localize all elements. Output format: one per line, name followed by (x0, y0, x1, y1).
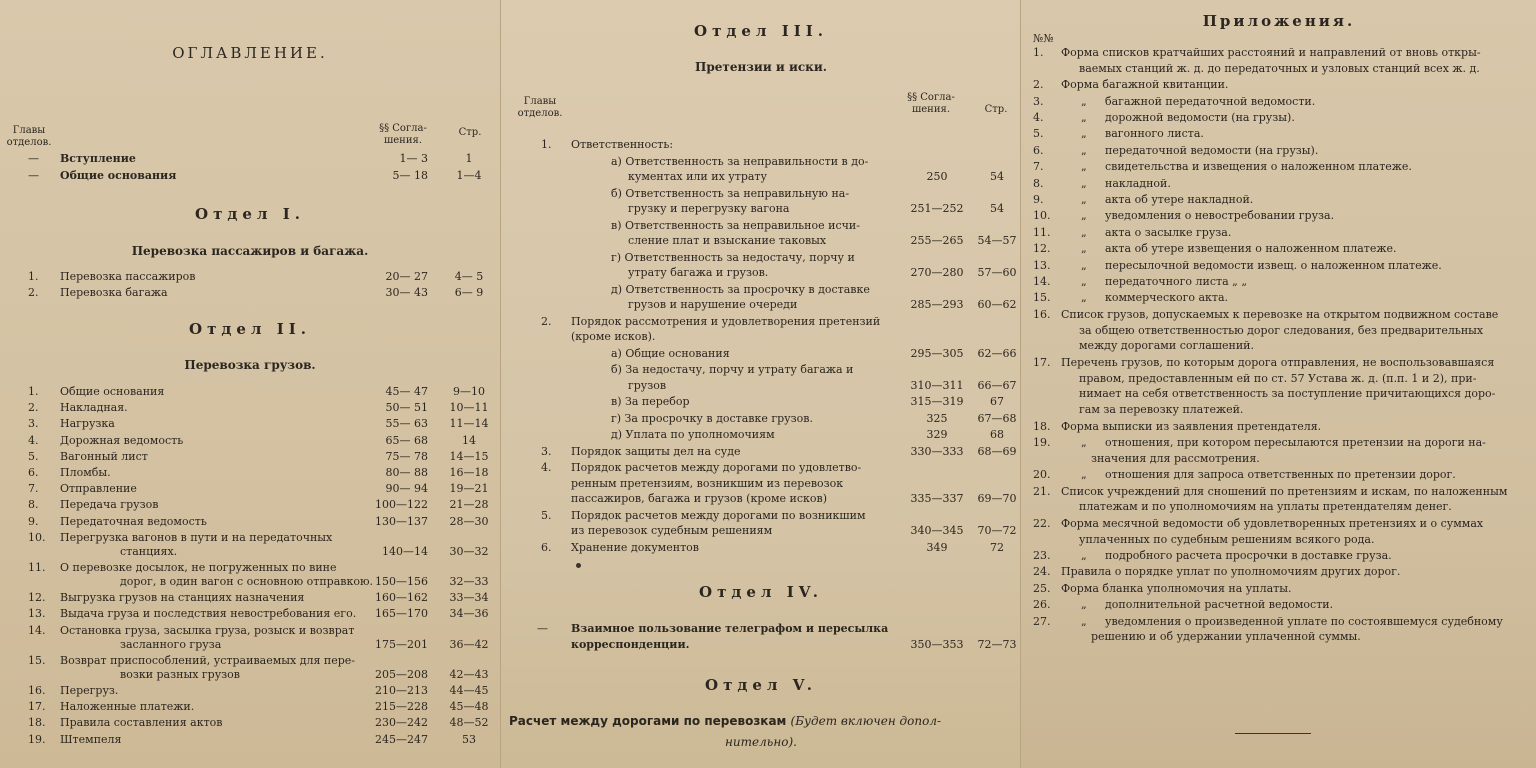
section-2-subheading: Перевозка грузов. (184, 358, 316, 372)
entry-paragraphs: 310—311 (910, 378, 964, 392)
entry-paragraphs: 30— 43 (385, 286, 428, 299)
entry-title: Перевозка пассажиров (60, 270, 196, 283)
appendix-title: подробного расчета просрочки в доставке груза. (1105, 549, 1392, 562)
entry-pages: 72—73 (977, 638, 1017, 651)
header-chapters: Главы отделов. (6, 125, 52, 148)
ditto-mark: „ (1081, 468, 1087, 482)
entry-paragraphs: 75— 78 (385, 449, 428, 463)
entry-title: Накладная. (60, 401, 128, 415)
entry-number: 2. (541, 314, 552, 328)
page-contents-middle (500, 0, 1020, 768)
entry-pages: 66—67 (977, 378, 1017, 392)
entry-title-cont: корреспонденции. (571, 638, 690, 651)
appendix-title: вагонного листа. (1105, 127, 1204, 141)
entry-number: 5. (541, 508, 552, 522)
appendix-title-cont: правом, предоставленным ей по ст. 57 Устава ж. д. (п.п. 1 и 2), при- (1079, 371, 1477, 385)
entry-number: — (28, 169, 39, 182)
entry-title-cont: грузку и перегрузку вагона (628, 202, 790, 215)
entry-title: Наложенные платежи. (60, 700, 195, 714)
entry-title: Порядок рассмотрения и удовлетворения претензий (571, 314, 881, 328)
appendix-title: багажной передаточной ведомости. (1105, 94, 1316, 108)
appendix-title-cont: ваемых станций ж. д. до передаточных и узловых станций всех ж. д. (1079, 61, 1480, 75)
appendix-title: уведомления о произведенной уплате по состоявшемуся судебному (1105, 614, 1503, 628)
entry-pages: 53 (462, 732, 476, 746)
entry-pages: 32—33 (449, 575, 489, 588)
entry-number: 1. (28, 270, 39, 283)
entry-title-cont: кументах или их утрату (628, 170, 767, 183)
appendix-number: 23. (1033, 549, 1051, 562)
appendix-title: акта о засылке груза. (1105, 225, 1232, 239)
entry-pages: 6— 9 (454, 286, 484, 299)
entry-title: Выгрузка грузов на станциях назначения (60, 591, 305, 605)
entry-paragraphs: 5— 18 (392, 169, 428, 182)
entry-number: 5. (28, 449, 39, 463)
entry-title-cont: из перевозок судебным решениям (571, 524, 773, 537)
entry-number: 13. (28, 607, 46, 621)
ditto-mark: „ (1081, 209, 1087, 223)
section-5-title: Расчет между дорогами по перевозкам (509, 714, 787, 728)
entry-paragraphs: 210—213 (375, 684, 428, 697)
entry-pages: 70—72 (977, 524, 1017, 537)
appendix-title: Список грузов, допускаемых к перевозке на открытом подвижном составе (1061, 307, 1499, 321)
entry-title: Вступление (60, 152, 136, 165)
entry-title: Ответственность: (571, 138, 674, 151)
entry-number: 12. (28, 591, 46, 605)
appendix-title: акта об утере извещения о наложенном платеже. (1105, 242, 1397, 256)
appendix-number: 22. (1033, 516, 1051, 530)
appendices-heading: Приложения. (1202, 12, 1356, 30)
entry-title: Перегрузка вагонов в пути и на передаточных (60, 530, 333, 544)
entry-pages: 1 (465, 152, 473, 165)
appendix-number: 14. (1033, 275, 1051, 288)
header-chapters: Главы отделов. (517, 96, 563, 119)
entry-title: О перевозке досылок, не погруженных по вине (60, 561, 337, 574)
entry-number: — (537, 622, 548, 635)
appendix-title-cont: гам за перевозку платежей. (1079, 403, 1244, 417)
ink-dot (576, 563, 581, 568)
entry-pages: 67 (990, 395, 1004, 408)
entry-number: 4. (541, 461, 552, 474)
ditto-mark: „ (1081, 127, 1087, 141)
appendix-title-cont: решению и об удержании уплаченной суммы. (1091, 630, 1361, 644)
appendix-number: 12. (1033, 242, 1051, 256)
entry-paragraphs: 251—252 (910, 202, 964, 215)
entry-number: 15. (28, 653, 46, 667)
entry-title: Взаимное пользование телеграфом и пересылка (571, 622, 889, 635)
entry-title: д) Ответственность за просрочку в доставке (611, 282, 870, 296)
entry-paragraphs: 315—319 (910, 395, 964, 408)
appendix-title: передаточной ведомости (на грузы). (1105, 143, 1319, 157)
section-3-subheading: Претензии и иски. (695, 60, 827, 74)
appendix-number: 8. (1033, 176, 1044, 190)
page-appendices (1020, 0, 1536, 768)
entry-title: Общие основания (60, 385, 165, 398)
entry-title: в) За перебор (611, 395, 690, 408)
entry-title: Пломбы. (60, 466, 111, 479)
appendix-title: Список учреждений для сношений по претензиям и искам, по наложенным (1061, 484, 1508, 498)
entry-title-cont: станциях. (120, 544, 178, 558)
entry-paragraphs: 90— 94 (385, 482, 428, 496)
ditto-mark: „ (1081, 614, 1087, 628)
entry-paragraphs: 175—201 (375, 637, 428, 651)
entry-paragraphs: 340—345 (910, 524, 964, 537)
appendix-number: 1. (1033, 46, 1044, 59)
appendix-title-cont: нимает на себя ответственность за поступление причитающихся доро- (1079, 387, 1496, 401)
ditto-mark: „ (1081, 275, 1087, 288)
entry-paragraphs: 160—162 (375, 591, 428, 605)
entry-pages: 9—10 (453, 385, 485, 398)
entry-title-cont: дорог, в один вагон с основною отправкою. (120, 575, 374, 588)
end-rule (1235, 733, 1311, 734)
entry-pages: 1—4 (456, 169, 482, 182)
entry-pages: 34—36 (449, 607, 489, 621)
entry-number: 18. (28, 716, 46, 730)
entry-title: Порядок расчетов между дорогами по возникшим (571, 508, 866, 522)
entry-title-cont: грузов (628, 378, 667, 392)
entry-title: Перегруз. (60, 684, 119, 697)
section-2-heading: Отдел II. (189, 320, 311, 338)
appendix-number: 4. (1033, 111, 1044, 124)
entry-title: Хранение документов (571, 540, 699, 554)
appendix-title: уведомления о невостребовании груза. (1105, 209, 1335, 223)
entry-number: 11. (28, 561, 46, 574)
entry-title-cont: утрату багажа и грузов. (628, 266, 769, 279)
appendix-title: Форма месячной ведомости об удовлетворенных претензиях и о суммах (1061, 516, 1484, 530)
entry-paragraphs: 165—170 (375, 607, 428, 621)
entry-pages: 45—48 (449, 700, 489, 714)
header-pages: Стр. (984, 104, 1008, 115)
appendix-title: отношения, при котором пересылаются претензии на дороги на- (1105, 436, 1486, 449)
entry-title: Штемпеля (60, 732, 122, 746)
section-5-heading: Отдел V. (705, 676, 817, 694)
entry-title: Вагонный лист (60, 449, 148, 463)
entry-pages: 62—66 (977, 346, 1017, 360)
appendix-number: 6. (1033, 143, 1044, 157)
entry-paragraphs: 55— 63 (385, 417, 428, 431)
entry-title-cont: сление плат и взыскание таковых (628, 234, 827, 247)
entry-paragraphs: 350—353 (910, 638, 964, 651)
entry-pages: 30—32 (449, 544, 489, 558)
appendix-number: 27. (1033, 614, 1051, 628)
entry-paragraphs: 329 (926, 428, 948, 441)
appendix-number: 18. (1033, 419, 1051, 433)
entry-pages: 54 (990, 170, 1004, 183)
ditto-mark: „ (1081, 242, 1087, 256)
entry-title: Отправление (60, 482, 137, 496)
entry-number: 7. (28, 482, 39, 496)
appendix-title: передаточного листа „ „ (1105, 275, 1248, 288)
appendix-number: 25. (1033, 581, 1051, 595)
entry-pages: 69—70 (977, 492, 1017, 505)
appendix-title: Форма списков кратчайших расстояний и направлений от вновь откры- (1061, 46, 1481, 59)
appendix-number: 24. (1033, 565, 1051, 579)
entry-title: Правила составления актов (60, 716, 223, 730)
entry-pages: 16—18 (449, 466, 489, 479)
entry-pages: 19—21 (449, 482, 489, 496)
section-3-heading: Отдел III. (694, 22, 828, 40)
entry-title-cont: засланного груза (120, 637, 222, 651)
appendix-number: 21. (1033, 484, 1051, 498)
entry-number: 2. (28, 286, 39, 299)
entry-paragraphs: 1— 3 (399, 152, 428, 165)
entry-title: Возврат приспособлений, устраиваемых для пере- (60, 653, 356, 667)
entry-pages: 21—28 (449, 498, 489, 512)
entry-paragraphs: 270—280 (910, 266, 964, 279)
entry-number: 17. (28, 700, 46, 714)
appendix-number: 26. (1033, 598, 1051, 612)
appendix-title: коммерческого акта. (1105, 291, 1229, 305)
appendix-number: 16. (1033, 307, 1051, 321)
entry-number: 4. (28, 433, 39, 447)
entry-paragraphs: 205—208 (375, 667, 428, 681)
entry-number: 6. (541, 540, 552, 554)
entry-number: 3. (28, 417, 39, 431)
entry-paragraphs: 215—228 (375, 700, 428, 714)
entry-pages: 57—60 (977, 266, 1017, 279)
entry-number: 3. (541, 444, 552, 458)
entry-pages: 14—15 (449, 449, 489, 463)
entry-paragraphs: 245—247 (375, 732, 428, 746)
entry-title: б) За недостачу, порчу и утрату багажа и (611, 363, 854, 376)
entry-paragraphs: 285—293 (910, 298, 964, 311)
entry-pages: 72 (990, 540, 1004, 554)
appendix-title-cont: между дорогами соглашений. (1079, 339, 1255, 353)
appendix-number: 3. (1033, 94, 1044, 108)
appendix-number: 5. (1033, 127, 1044, 141)
entry-pages: 4— 5 (454, 270, 484, 283)
number-header: №№ (1033, 32, 1054, 45)
ditto-mark: „ (1081, 258, 1087, 272)
entry-title: Выдача груза и последствия невостребования его. (60, 607, 357, 621)
entry-paragraphs: 295—305 (910, 346, 964, 360)
appendix-number: 10. (1033, 209, 1051, 223)
entry-paragraphs: 335—337 (910, 492, 964, 505)
entry-pages: 68 (990, 428, 1004, 441)
entry-number: 1. (28, 385, 39, 398)
ditto-mark: „ (1081, 143, 1087, 157)
appendix-title-cont: платежам и по уполномочиям на уплаты претендателям денег. (1079, 500, 1452, 514)
entry-title: Дорожная ведомость (60, 433, 184, 447)
entry-number: 14. (28, 623, 46, 637)
entry-number: 1. (541, 138, 552, 151)
entry-pages: 44—45 (449, 684, 489, 697)
appendix-number: 19. (1033, 436, 1051, 449)
entry-title-cont: ренным претензиям, возникшим из перевозок (571, 476, 844, 490)
entry-number: 8. (28, 498, 39, 512)
ditto-mark: „ (1081, 160, 1087, 174)
ditto-mark: „ (1081, 549, 1087, 562)
appendix-title: Форма бланка уполномочия на уплаты. (1061, 581, 1292, 595)
entry-pages: 28—30 (449, 514, 489, 528)
entry-title: б) Ответственность за неправильную на- (611, 186, 850, 200)
ditto-mark: „ (1081, 94, 1087, 108)
entry-title: в) Ответственность за неправильное исчи- (611, 218, 860, 232)
section-4-heading: Отдел IV. (699, 583, 823, 601)
appendix-title: Форма выписки из заявления претендателя. (1061, 419, 1322, 433)
entry-title-cont: (кроме исков). (571, 330, 656, 343)
ditto-mark: „ (1081, 111, 1087, 124)
page-title: ОГЛАВЛЕНИЕ. (172, 44, 328, 62)
section-5-note-cont: нительно). (725, 735, 797, 749)
appendix-title: накладной. (1105, 176, 1171, 190)
appendix-title-cont: уплаченных по судебным решениям всякого рода. (1079, 532, 1375, 546)
entry-pages: 10—11 (449, 401, 489, 415)
entry-title: а) Общие основания (611, 346, 730, 360)
entry-pages: 54—57 (977, 234, 1017, 247)
entry-number: 10. (28, 530, 46, 544)
entry-number: 6. (28, 466, 39, 479)
entry-pages: 11—14 (449, 417, 489, 431)
appendix-number: 9. (1033, 193, 1044, 206)
appendix-number: 20. (1033, 468, 1051, 482)
appendix-number: 17. (1033, 355, 1051, 369)
entry-paragraphs: 349 (926, 540, 948, 554)
entry-paragraphs: 150—156 (375, 575, 428, 588)
ditto-mark: „ (1081, 291, 1087, 305)
appendix-title: пересылочной ведомости извещ. о наложенном платеже. (1105, 258, 1442, 272)
ditto-mark: „ (1081, 598, 1087, 612)
page-contents-left (0, 0, 500, 768)
entry-title: г) За просрочку в доставке грузов. (611, 411, 813, 425)
appendix-title: акта об утере накладной. (1105, 193, 1254, 206)
entry-pages: 48—52 (449, 716, 489, 730)
appendix-title: Перечень грузов, по которым дорога отправления, не воспользовавшаяся (1061, 355, 1495, 369)
entry-title: Перевозка багажа (60, 286, 168, 299)
appendix-title: отношения для запроса ответственных по претензии дорог. (1105, 468, 1456, 482)
entry-paragraphs: 140—14 (382, 544, 428, 558)
entry-paragraphs: 45— 47 (385, 385, 428, 398)
header-paragraphs: §§ Согла- шения. (379, 123, 427, 146)
entry-title: Передаточная ведомость (60, 514, 207, 528)
appendix-title: дорожной ведомости (на грузы). (1105, 111, 1295, 124)
entry-paragraphs: 330—333 (910, 444, 964, 458)
appendix-title: Форма багажной квитанции. (1061, 78, 1229, 92)
entry-pages: 68—69 (977, 444, 1017, 458)
appendix-title: свидетельства и извещения о наложенном платеже. (1105, 160, 1412, 174)
entry-number: 16. (28, 684, 46, 697)
entry-title: Порядок защиты дел на суде (571, 444, 741, 458)
ditto-mark: „ (1081, 193, 1087, 206)
entry-number: 19. (28, 732, 46, 746)
entry-paragraphs: 80— 88 (385, 466, 428, 479)
entry-title: Порядок расчетов между дорогами по удовлетво- (571, 461, 862, 474)
header-pages: Стр. (458, 127, 482, 138)
entry-pages: 60—62 (977, 298, 1017, 311)
entry-pages: 33—34 (449, 591, 489, 605)
entry-title: г) Ответственность за недостачу, порчу и (611, 250, 855, 264)
entry-title: д) Уплата по уполномочиям (611, 428, 775, 441)
entry-pages: 54 (990, 202, 1004, 215)
entry-paragraphs: 100—122 (375, 498, 428, 512)
entry-paragraphs: 255—265 (910, 234, 964, 247)
entry-pages: 67—68 (977, 411, 1017, 425)
section-5-text (509, 714, 941, 728)
entry-pages: 36—42 (449, 637, 489, 651)
section-1-subheading: Перевозка пассажиров и багажа. (131, 244, 369, 258)
appendix-number: 13. (1033, 258, 1051, 272)
appendix-number: 2. (1033, 78, 1044, 92)
entry-title: Нагрузка (60, 417, 115, 431)
entry-title-cont: пассажиров, багажа и грузов (кроме исков) (571, 492, 828, 505)
entry-title: Общие основания (60, 169, 177, 182)
entry-paragraphs: 50— 51 (385, 401, 428, 415)
appendix-title: Правила о порядке уплат по уполномочиям других дорог. (1061, 565, 1401, 579)
ditto-mark: „ (1081, 436, 1087, 449)
entry-title: а) Ответственность за неправильности в до- (611, 154, 869, 168)
appendix-number: 11. (1033, 225, 1051, 239)
appendix-number: 15. (1033, 291, 1051, 305)
header-paragraphs: §§ Согла- шения. (907, 92, 955, 115)
entry-paragraphs: 130—137 (375, 514, 428, 528)
entry-paragraphs: 250 (926, 170, 948, 183)
entry-title: Остановка груза, засылка груза, розыск и возврат (60, 623, 355, 637)
entry-title: Передача грузов (60, 498, 159, 512)
entry-paragraphs: 65— 68 (385, 433, 428, 447)
appendix-title-cont: за общею ответственностью дорог следования, без предварительных (1079, 323, 1484, 337)
entry-number: 2. (28, 401, 39, 415)
appendix-title-cont: значения для рассмотрения. (1091, 451, 1260, 465)
section-5-note: (Будет включен допол- (790, 714, 942, 728)
entry-paragraphs: 20— 27 (385, 270, 428, 283)
ditto-mark: „ (1081, 225, 1087, 239)
entry-pages: 42—43 (449, 667, 489, 681)
entry-paragraphs: 325 (926, 411, 948, 425)
appendix-number: 7. (1033, 160, 1044, 174)
appendix-title: дополнительной расчетной ведомости. (1105, 598, 1334, 612)
entry-pages: 14 (462, 433, 476, 447)
entry-number: — (28, 152, 39, 165)
entry-number: 9. (28, 514, 39, 528)
ditto-mark: „ (1081, 176, 1087, 190)
entry-paragraphs: 230—242 (375, 716, 428, 730)
entry-title-cont: возки разных грузов (120, 667, 240, 681)
section-1-heading: Отдел I. (195, 205, 305, 223)
entry-title-cont: грузов и нарушение очереди (628, 298, 798, 311)
